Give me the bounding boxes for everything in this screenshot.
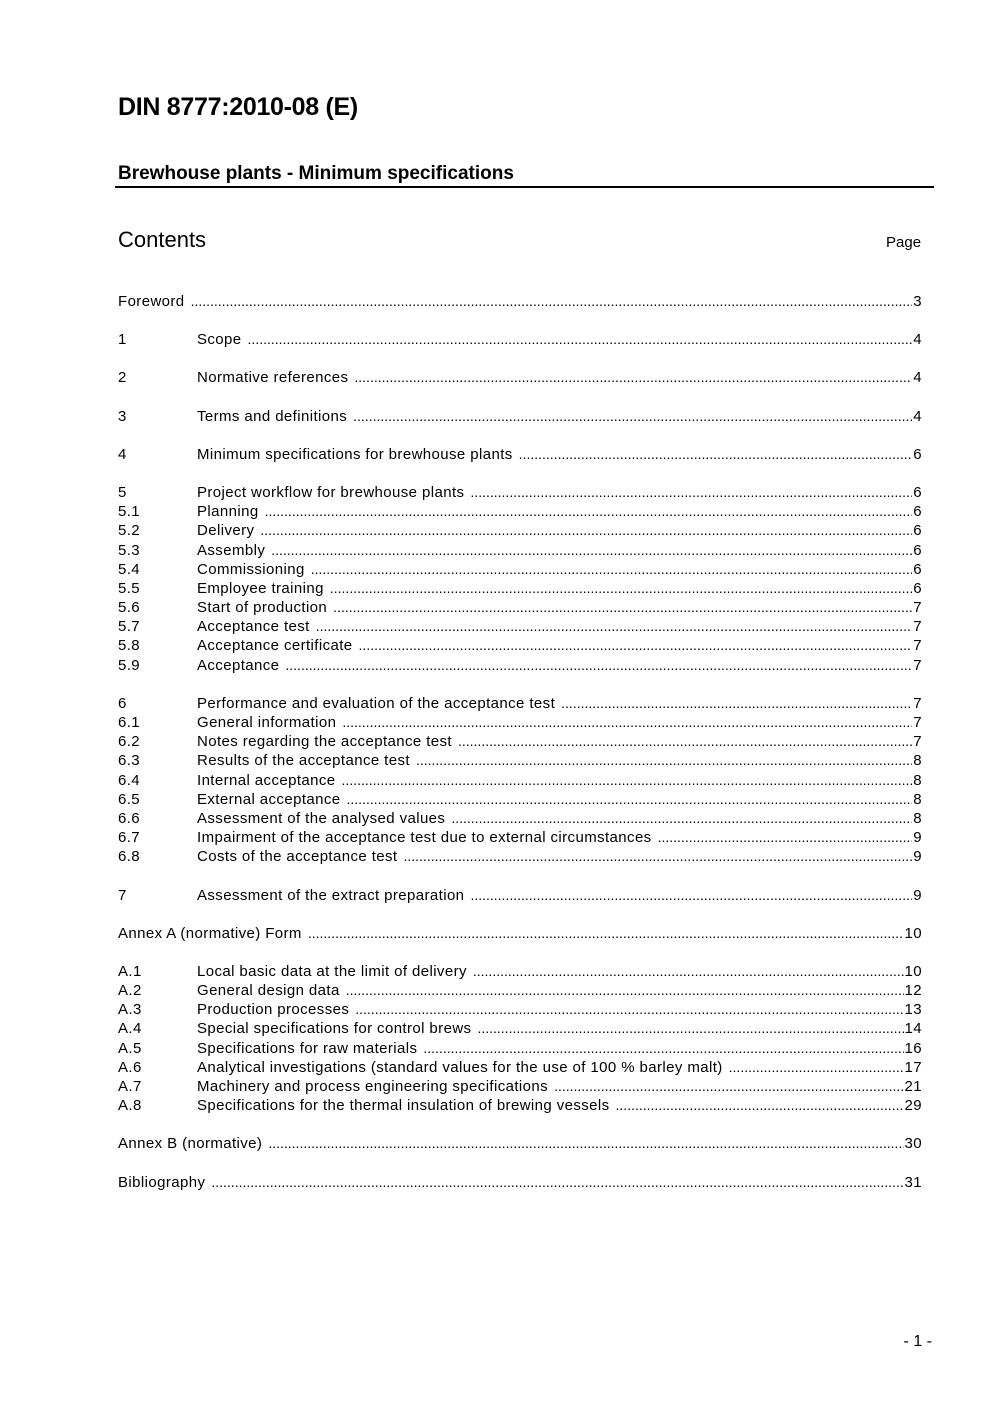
toc-entry-page: 4 — [913, 369, 922, 387]
toc-entry[interactable] — [118, 809, 922, 828]
toc-entry-page: 8 — [913, 752, 922, 770]
toc-dot-leader — [330, 579, 912, 598]
toc-entry[interactable] — [118, 1000, 922, 1019]
toc-entry-number: A.6 — [118, 1058, 142, 1076]
toc-dot-leader — [561, 694, 912, 713]
toc-dot-leader — [554, 1077, 903, 1096]
toc-dot-leader — [342, 771, 913, 790]
toc-entry-page: 9 — [913, 886, 922, 904]
toc-entry-number: A.8 — [118, 1097, 142, 1115]
toc-entry[interactable] — [118, 1058, 922, 1077]
toc-entry[interactable] — [118, 656, 922, 675]
toc-entry[interactable] — [118, 407, 922, 426]
toc-entry[interactable] — [118, 579, 922, 598]
table-of-contents — [118, 292, 922, 1192]
toc-entry-number: A.3 — [118, 1001, 142, 1019]
toc-entry-number: 5.1 — [118, 503, 141, 521]
toc-entry-number: 5.7 — [118, 618, 141, 636]
toc-dot-leader — [191, 292, 913, 311]
toc-entry-page: 7 — [913, 694, 922, 712]
toc-entry-page: 8 — [913, 790, 922, 808]
toc-entry[interactable] — [118, 483, 922, 502]
toc-entry-title: Analytical investigations (standard values for the use of 100 % barley malt) — [197, 1058, 723, 1076]
toc-dot-leader — [616, 1096, 904, 1115]
toc-entry[interactable] — [118, 732, 922, 751]
toc-entry-number: 7 — [118, 886, 127, 904]
toc-entry-page: 6 — [913, 445, 922, 463]
toc-entry-number: A.7 — [118, 1078, 142, 1095]
toc-entry-title: External acceptance — [197, 790, 341, 808]
toc-entry-title: Foreword — [118, 293, 185, 310]
toc-entry[interactable] — [118, 790, 922, 809]
toc-entry-page: 8 — [913, 771, 922, 789]
toc-entry[interactable] — [118, 521, 922, 540]
toc-entry-number: 5.8 — [118, 637, 141, 655]
toc-dot-leader — [729, 1058, 904, 1077]
toc-entry-page: 7 — [913, 599, 922, 617]
toc-entry-title: Project workflow for brewhouse plants — [197, 483, 465, 501]
toc-entry-title: Performance and evaluation of the acceptance test — [197, 694, 556, 712]
page-number: - 1 - — [903, 1333, 932, 1350]
toc-dot-leader — [473, 962, 904, 981]
toc-entry-page: 31 — [904, 1173, 922, 1191]
toc-dot-leader — [260, 521, 912, 540]
toc-entry[interactable] — [118, 445, 922, 464]
toc-entry[interactable] — [118, 886, 922, 905]
toc-entry-number: 6.4 — [118, 771, 141, 789]
toc-entry-page: 13 — [904, 1001, 922, 1019]
toc-entry-title: Annex A (normative) Form — [118, 924, 302, 942]
toc-dot-leader — [658, 828, 913, 847]
toc-entry-title: General information — [197, 714, 337, 731]
toc-dot-leader — [355, 1000, 903, 1019]
toc-dot-leader — [519, 445, 913, 464]
toc-entry-title: General design data — [197, 982, 340, 1000]
toc-dot-leader — [333, 598, 912, 617]
toc-entry-page: 6 — [913, 541, 922, 559]
toc-entry[interactable] — [118, 617, 922, 636]
toc-entry[interactable] — [118, 502, 922, 521]
toc-entry-number: 5.2 — [118, 522, 141, 540]
toc-entry[interactable] — [118, 771, 922, 790]
document-id: DIN 8777:2010-08 (E) — [118, 93, 358, 121]
toc-entry-title: Minimum specifications for brewhouse plants — [197, 445, 513, 463]
toc-dot-leader — [308, 924, 904, 943]
toc-entry-number: 2 — [118, 369, 127, 387]
toc-entry[interactable] — [118, 828, 922, 847]
toc-entry-title: Scope — [197, 331, 242, 349]
toc-entry-number: 6 — [118, 694, 127, 712]
toc-entry-title: Normative references — [197, 369, 349, 387]
toc-entry[interactable] — [118, 713, 922, 732]
toc-entry-title: Assembly — [197, 541, 266, 559]
toc-entry-page: 10 — [904, 962, 922, 980]
header-divider — [115, 186, 934, 188]
toc-entry-title: Bibliography — [118, 1173, 206, 1191]
toc-entry-number: 6.2 — [118, 733, 141, 751]
toc-entry-page: 6 — [913, 483, 922, 501]
toc-dot-leader — [359, 636, 913, 655]
toc-entry-title: Acceptance test — [197, 618, 310, 636]
toc-entry-title: Employee training — [197, 579, 324, 597]
toc-entry-page: 9 — [913, 848, 922, 866]
toc-entry-title: Specifications for the thermal insulation of brewing vessels — [197, 1097, 610, 1115]
toc-entry-number: A.1 — [118, 962, 142, 980]
toc-entry-number: 5.4 — [118, 560, 141, 578]
toc-entry-page: 14 — [904, 1020, 922, 1038]
toc-entry[interactable] — [118, 962, 922, 981]
toc-entry-number: 4 — [118, 445, 127, 463]
toc-entry-page: 7 — [913, 733, 922, 751]
toc-dot-leader — [285, 656, 912, 675]
toc-entry-title: Results of the acceptance test — [197, 752, 410, 770]
toc-dot-leader — [271, 541, 912, 560]
toc-entry-title: Impairment of the acceptance test due to external circumstances — [197, 829, 652, 847]
toc-entry-page: 9 — [913, 829, 922, 847]
toc-entry-title: Assessment of the extract preparation — [197, 886, 465, 904]
toc-dot-leader — [470, 483, 912, 502]
toc-entry[interactable] — [118, 330, 922, 349]
toc-entry-title: Machinery and process engineering specifications — [197, 1078, 549, 1095]
toc-entry-title: Local basic data at the limit of delivery — [197, 962, 467, 980]
toc-entry-page: 8 — [913, 809, 922, 827]
toc-entry[interactable] — [118, 694, 922, 713]
toc-entry-page: 10 — [904, 924, 922, 942]
toc-entry-page: 7 — [913, 637, 922, 655]
toc-entry[interactable] — [118, 636, 922, 655]
toc-entry-title: Acceptance certificate — [197, 637, 353, 655]
toc-entry-page: 12 — [904, 982, 922, 1000]
toc-entry-title: Annex B (normative) — [118, 1135, 263, 1153]
toc-entry-number: 6.6 — [118, 809, 141, 827]
toc-entry-page: 7 — [913, 656, 922, 674]
toc-entry[interactable] — [118, 1173, 922, 1192]
toc-entry-title: Assessment of the analysed values — [197, 809, 446, 827]
toc-dot-leader — [423, 1039, 903, 1058]
toc-entry-page: 4 — [913, 407, 922, 425]
toc-entry-number: 5.3 — [118, 541, 141, 559]
toc-entry-title: Acceptance — [197, 656, 280, 674]
toc-dot-leader — [347, 790, 913, 809]
toc-entry-page: 6 — [913, 560, 922, 578]
page-column-label: Page — [886, 234, 922, 251]
toc-entry-title: Specifications for raw materials — [197, 1039, 418, 1057]
toc-entry-page: 3 — [913, 293, 922, 310]
toc-entry[interactable] — [118, 847, 922, 866]
toc-entry-page: 16 — [904, 1039, 922, 1057]
toc-entry-page: 7 — [913, 714, 922, 731]
toc-dot-leader — [316, 617, 913, 636]
toc-dot-leader — [265, 502, 913, 521]
contents-heading: Contents — [118, 227, 207, 252]
toc-entry-number: 5.6 — [118, 599, 141, 617]
toc-entry-number: 6.5 — [118, 790, 141, 808]
toc-entry[interactable] — [118, 1077, 922, 1096]
toc-entry-number: 5.9 — [118, 656, 141, 674]
toc-entry[interactable] — [118, 368, 922, 387]
toc-dot-leader — [311, 560, 913, 579]
toc-dot-leader — [451, 809, 912, 828]
toc-entry-title: Special specifications for control brews — [197, 1020, 472, 1038]
toc-entry[interactable] — [118, 1039, 922, 1058]
toc-entry-title: Planning — [197, 503, 259, 521]
toc-entry-title: Notes regarding the acceptance test — [197, 733, 452, 751]
toc-entry-number: 5 — [118, 483, 127, 501]
toc-dot-leader — [268, 1134, 903, 1153]
toc-entry-title: Production processes — [197, 1001, 350, 1019]
toc-entry-number: 6.1 — [118, 714, 141, 731]
toc-entry-title: Terms and definitions — [197, 407, 348, 425]
toc-dot-leader — [353, 407, 912, 426]
toc-dot-leader — [470, 886, 912, 905]
toc-entry-page: 6 — [913, 579, 922, 597]
toc-entry-title: Start of production — [197, 599, 328, 617]
toc-entry-number: A.2 — [118, 982, 142, 1000]
toc-entry-title: Delivery — [197, 522, 255, 540]
toc-entry-number: A.4 — [118, 1020, 142, 1038]
toc-dot-leader — [248, 330, 913, 349]
toc-dot-leader — [342, 713, 912, 732]
toc-entry[interactable] — [118, 751, 922, 770]
toc-entry-page: 6 — [913, 522, 922, 540]
toc-entry[interactable] — [118, 924, 922, 943]
toc-entry-number: 3 — [118, 407, 127, 425]
toc-entry[interactable] — [118, 981, 922, 1000]
toc-entry-page: 17 — [904, 1058, 922, 1076]
toc-entry[interactable] — [118, 1096, 922, 1115]
toc-entry-page: 21 — [904, 1078, 922, 1095]
toc-dot-leader — [477, 1019, 903, 1038]
toc-entry[interactable] — [118, 598, 922, 617]
toc-dot-leader — [211, 1173, 903, 1192]
toc-entry-number: 6.7 — [118, 829, 141, 847]
toc-entry[interactable] — [118, 1019, 922, 1038]
document-subtitle: Brewhouse plants - Minimum specifications — [118, 163, 514, 184]
toc-entry-page: 7 — [913, 618, 922, 636]
toc-dot-leader — [416, 751, 912, 770]
toc-entry-page: 30 — [904, 1135, 922, 1153]
toc-entry-number: A.5 — [118, 1039, 142, 1057]
toc-entry-number: 1 — [118, 331, 127, 349]
toc-dot-leader — [458, 732, 912, 751]
toc-entry-number: 6.3 — [118, 752, 141, 770]
toc-dot-leader — [354, 368, 912, 387]
toc-entry[interactable] — [118, 292, 922, 311]
toc-entry-page: 4 — [913, 331, 922, 349]
toc-entry-title: Internal acceptance — [197, 771, 336, 789]
toc-entry[interactable] — [118, 1134, 922, 1153]
toc-dot-leader — [346, 981, 904, 1000]
toc-entry-number: 6.8 — [118, 848, 141, 866]
toc-entry-page: 6 — [913, 503, 922, 521]
toc-entry-title: Commissioning — [197, 560, 305, 578]
toc-entry-page: 29 — [904, 1097, 922, 1115]
toc-entry[interactable] — [118, 541, 922, 560]
toc-entry-title: Costs of the acceptance test — [197, 848, 398, 866]
toc-entry-number: 5.5 — [118, 579, 141, 597]
toc-dot-leader — [403, 847, 912, 866]
toc-entry[interactable] — [118, 560, 922, 579]
